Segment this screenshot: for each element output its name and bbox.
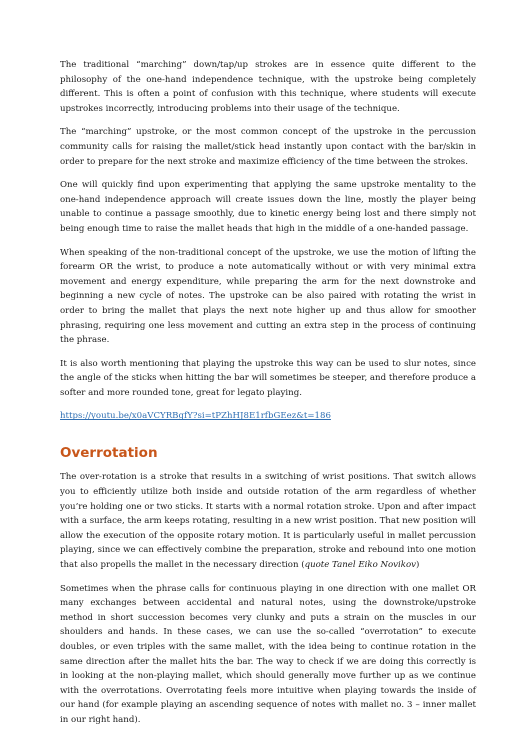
- paragraph-non-traditional-upstroke: When speaking of the non-traditional concept of the upstroke, we use the motion of lifting the forearm OR the wrist, to produce a note automatically without or with very minimal extra movement and energy expenditure, while preparing the arm for the next downstroke and beginning a new cycle of notes. The upstroke can be also paired with rotating the wrist in order to bring the mallet that plays the next note higher up and thus allow for smoother phrasing, requiring one less movement and cutting an extra step in the process of continuing the phrase.: [60, 247, 476, 346]
- paragraph-overrotation-usage: Sometimes when the phrase calls for continuous playing in one direction with one mallet OR many exchanges between accidental and natural notes, using the downstroke/upstroke method in short succession becomes very clunky and puts a strain on the muscles in our shoulders and hands. In these cases, we can use the so-called “overrotation” to execute doubles, or even triples with the same mallet, with the idea being to continue rotation in the same direction after the mallet hits the bar. The way to check if we are doing this correctly is in looking at the non-playing mallet, which should generally move further up as we continue with the overrotations. Overrotating feels more intuitive when playing towards the inside of our hand (for example playing an ascending sequence of notes with mallet no. 3 – inner mallet in our right hand).: [60, 583, 476, 725]
- paragraph-overrotation-definition: [60, 470, 476, 572]
- section-heading-overrotation: Overrotation: [60, 445, 158, 462]
- paragraph-experimenting: One will quickly find upon experimenting that applying the same upstroke mentality to the one-hand independence approach will create issues down the line, mostly the player being unable to continue a passage smoothly, due to kinetic energy being lost and there simply not being enough time to raise the mallet heads that high in the middle of a one-handed passage.: [60, 180, 476, 234]
- paragraph-marching-strokes: The traditional “marching” down/tap/up strokes are in essence quite different to the philosophy of the one-hand independence technique, with the upstroke being completely different. This is often a point of confusion with this technique, where students will execute upstrokes incorrectly, introducing problems into their usage of the technique.: [60, 60, 476, 114]
- paragraph-marching-upstroke: The “marching” upstroke, or the most common concept of the upstroke in the percussion community calls for raising the mallet/stick head instantly upon contact with the bar/skin in order to prepare for the next stroke and maximize efficiency of the time between the strokes.: [60, 127, 476, 167]
- youtube-link[interactable]: https://youtu.be/x0aVCYRBgfY?si=tPZhHJ8E1rfbGEez&t=186: [60, 411, 331, 422]
- paragraph-slur-notes: It is also worth mentioning that playing the upstroke this way can be used to slur notes, since the angle of the sticks when hitting the bar will sometimes be steeper, and therefore produce a softer and more rounded tone, great for legato playing.: [60, 358, 476, 398]
- closing-paren: ): [416, 560, 420, 571]
- quote-attribution: quote Tanel Eiko Novikov: [304, 560, 417, 571]
- overrotation-text: The over-rotation is a stroke that results in a switching of wrist positions. That switch allows you to efficiently utilize both inside and outside rotation of the arm regardless of whether you’re holding one or two sticks. It starts with a normal rotation stroke. Upon and after impact with a surface, the arm keeps rotating, resulting in a new wrist position. That new position will allow the execution of the opposite rotary motion. It is particularly useful in mallet percussion playing, since we can effectively combine the preparation, stroke and rebound into one motion that also propells the mallet in the necessary direction (: [60, 472, 476, 571]
